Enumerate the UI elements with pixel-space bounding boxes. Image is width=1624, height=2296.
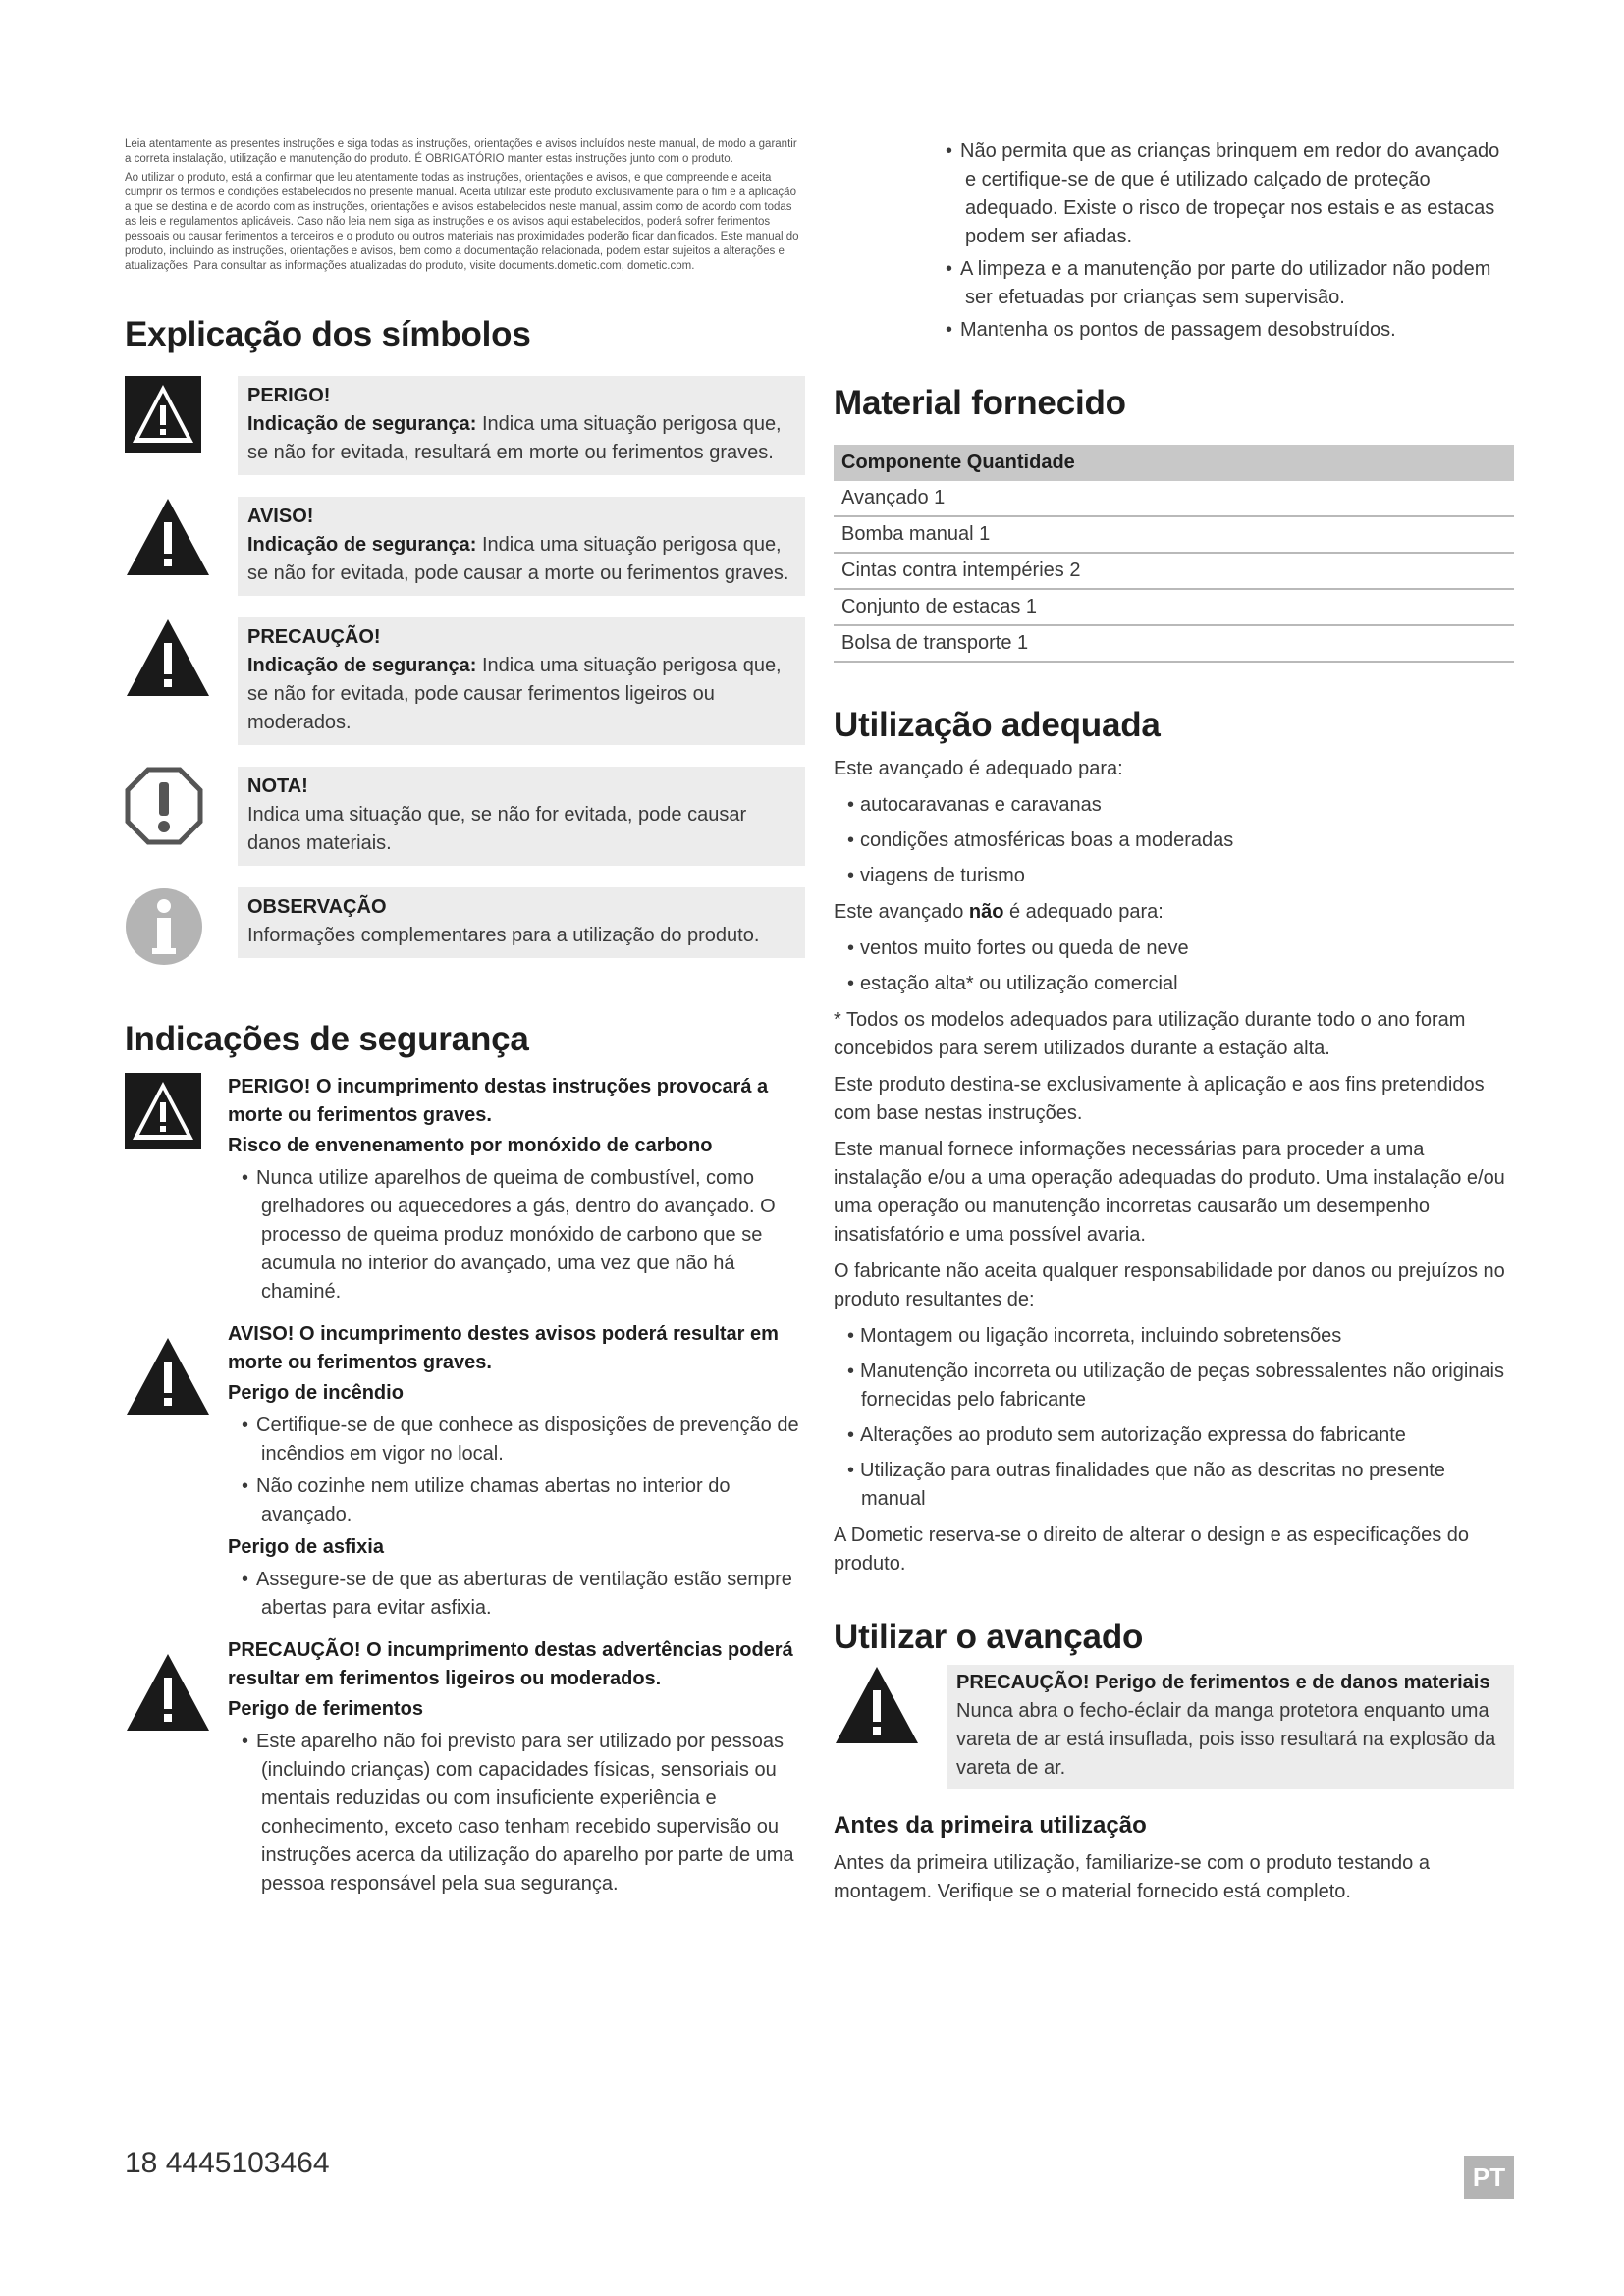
usage-paragraph-2: Este manual fornece informações necessárias para proceder a uma instalação e/ou a uma operação adequadas do produto. Uma instalação e/ou uma operação ou manutenção incorretas causarão um desempenho insatisfatório e uma possível avaria. (834, 1139, 1505, 1246)
intro-paragraph-1: Leia atentamente as presentes instruções e siga todas as instruções, orientações e avisos incluídos neste manual, de modo a garantir a correta instalação, utilização e manutenção do produto. É OBRIGATÓRIO manter estas instruções junto com o produto. (125, 138, 797, 165)
list-item: • estação alta* ou utilização comercial (834, 970, 1514, 998)
list-item: • A limpeza e a manutenção por parte do utilizador não podem ser efetuadas por crianças sem supervisão. (932, 255, 1514, 312)
symbol-note (125, 767, 805, 866)
language-badge: PT (1464, 2156, 1514, 2199)
safety-caution-body (228, 1636, 805, 1902)
symbol-danger-text (238, 376, 805, 475)
list-item: • Este aparelho não foi previsto para ser utilizado por pessoas (incluindo crianças) com capacidades físicas, sensoriais ou mentais reduzidas ou com insuficiente experiência e conhecimento, exceto caso tenham recebido supervisão ou instruções acerca da utilização do aparelho por parte de uma pessoa responsável pela sua segurança. (228, 1728, 805, 1898)
safety-danger-body (228, 1073, 805, 1310)
warning-triangle-icon (125, 497, 218, 590)
symbol-warning (125, 497, 805, 596)
safety-continued (932, 137, 1514, 345)
safety-fire-sub: Perigo de incêndio (228, 1382, 404, 1404)
usage-not-intro (834, 898, 1514, 927)
caution-desc: Indica uma situação perigosa que, se não for evitada, pode causar ferimentos ligeiros ou moderados. (247, 655, 782, 733)
symbols-heading: Explicação dos símbolos (125, 315, 531, 353)
table-row: Avançado 1 (834, 481, 1514, 516)
safety-asphyxia-sub: Perigo de asfixia (228, 1536, 384, 1558)
use-awning-caution (834, 1665, 1514, 1789)
usage-not-a: Este avançado (834, 901, 969, 923)
intro-text (125, 137, 805, 274)
table-row: Bolsa de transporte 1 (834, 625, 1514, 662)
symbol-info-text (238, 887, 805, 958)
usage-paragraph-1: Este produto destina-se exclusivamente à aplicação e aos fins pretendidos com base nestas instruções. (834, 1074, 1485, 1124)
info-desc: Informações complementares para a utilização do produto. (247, 925, 760, 946)
safety-warning-head: AVISO! O incumprimento destes avisos poderá resultar em morte ou ferimentos graves. (228, 1323, 779, 1373)
usage-not-list (834, 934, 1514, 998)
safety-asphyxia-list (228, 1566, 805, 1623)
usage-not-b: não (968, 901, 1004, 923)
safety-heading: Indicações de segurança (125, 1020, 529, 1058)
list-item: • condições atmosféricas boas a moderadas (834, 827, 1514, 855)
first-use-text: Antes da primeira utilização, familiarize-se com o produto testando a montagem. Verifique se o material fornecido está completo. (834, 1852, 1430, 1902)
danger-bold: Indicação de segurança: (247, 413, 477, 435)
intro-paragraph-2: Ao utilizar o produto, está a confirmar que leu atentamente todas as instruções, orientações e avisos, e que compreende e aceita cumprir os termos e condições estabelecidos no presente manual. Aceita utilizar este produto exclusivamente para o fim e a aplicação a que se destina e de acordo com as instruções, orientações e avisos estabelecidos neste manual, assim como de acordo com todas as leis e regulamentos aplicáveis. Caso não leia nem siga as instruções e os avisos aqui estabelecidos, poderá sofrer ferimentos pessoais ou causar ferimentos a terceiros e o produto ou outros materiais nas proximidades poderão ficar danificados. Este manual do produto, incluindo as instruções, orientações e avisos, bem como a documentação relacionada, podem estar sujeitos a alterações e atualizações. Para consultar as informações atualizadas do produto, visite documents.dometic.com, dometic.com. (125, 172, 799, 272)
usage-liability-list (834, 1322, 1514, 1514)
usage-suitable-intro: Este avançado é adequado para: (834, 758, 1123, 779)
warning-triangle-icon (125, 1320, 218, 1421)
list-item: • Mantenha os pontos de passagem desobstruídos. (932, 316, 1514, 345)
warning-desc: Indica uma situação perigosa que, se não for evitada, pode causar a morte ou ferimentos graves. (247, 534, 789, 584)
symbol-caution (125, 617, 805, 745)
symbol-danger (125, 376, 805, 475)
caution-triangle-icon (125, 1636, 218, 1737)
table-row: Conjunto de estacas 1 (834, 589, 1514, 625)
safety-warning (125, 1320, 805, 1627)
usage-paragraph-3: O fabricante não aceita qualquer responsabilidade por danos ou prejuízos no produto resultantes de: (834, 1260, 1505, 1310)
list-item: • Alterações ao produto sem autorização expressa do fabricante (834, 1421, 1514, 1450)
warning-bold: Indicação de segurança: (247, 534, 477, 556)
danger-label: PERIGO! (247, 385, 331, 406)
usage-paragraph-4: A Dometic reserva-se o direito de alterar o design e as especificações do produto. (834, 1524, 1470, 1575)
list-item: • Manutenção incorreta ou utilização de peças sobressalentes não originais fornecidas pelo fabricante (834, 1358, 1514, 1415)
safety-danger-list (228, 1164, 805, 1307)
safety-warning-body (228, 1320, 805, 1627)
table-row: Bomba manual 1 (834, 516, 1514, 553)
note-label: NOTA! (247, 775, 308, 797)
list-item: • Utilização para outras finalidades que não as descritas no presente manual (834, 1457, 1514, 1514)
list-item: • autocaravanas e caravanas (834, 791, 1514, 820)
danger-desc: Indica uma situação perigosa que, se não for evitada, resultará em morte ou ferimentos graves. (247, 413, 782, 463)
usage-footnote: * Todos os modelos adequados para utilização durante todo o ano foram concebidos para serem utilizados durante a estação alta. (834, 1009, 1466, 1059)
list-item: • Montagem ou ligação incorreta, incluindo sobretensões (834, 1322, 1514, 1351)
safety-injury-list (228, 1728, 805, 1898)
list-item: • Assegure-se de que as aberturas de ventilação estão sempre abertas para evitar asfixia. (228, 1566, 805, 1623)
usage-not-c: é adequado para: (1003, 901, 1164, 923)
symbol-note-text (238, 767, 805, 866)
list-item: • viagens de turismo (834, 862, 1514, 890)
safety-danger-head: PERIGO! O incumprimento destas instruções provocará a morte ou ferimentos graves. (228, 1076, 769, 1126)
caution-label: PRECAUÇÃO! (247, 626, 381, 648)
table-header: Componente Quantidade (834, 445, 1514, 481)
use-awning-caution-text (947, 1665, 1514, 1789)
usage-suitable-list (834, 791, 1514, 890)
use-awning-heading: Utilizar o avançado (834, 1618, 1144, 1656)
list-item: • Nunca utilize aparelhos de queima de combustível, como grelhadores ou aquecedores a gás, dentro do avançado. O processo de queima produz monóxido de carbono que se acumula no interior do avançado, uma vez que não há chaminé. (228, 1164, 805, 1307)
left-column (125, 137, 805, 1912)
danger-warning-icon (125, 1073, 218, 1154)
warning-label: AVISO! (247, 506, 314, 527)
table-row: Cintas contra intempéries 2 (834, 553, 1514, 589)
symbol-caution-text (238, 617, 805, 745)
list-item: • Certifique-se de que conhece as disposições de prevenção de incêndios em vigor no local. (228, 1412, 805, 1468)
safety-fire-list (228, 1412, 805, 1529)
info-icon (125, 887, 218, 981)
caution-bold: Indicação de segurança: (247, 655, 477, 676)
caution-triangle-icon (125, 617, 218, 711)
list-item: • Não permita que as crianças brinquem em redor do avançado e certifique-se de que é utilizado calçado de proteção adequado. Existe o risco de tropeçar nos estais e as estacas podem ser afiadas. (932, 137, 1514, 251)
right-column (834, 137, 1514, 1914)
safety-continued-list (932, 137, 1514, 345)
safety-injury-sub: Perigo de ferimentos (228, 1698, 423, 1720)
page-number: 18 4445103464 (125, 2147, 330, 2179)
material-table (834, 445, 1514, 663)
safety-danger (125, 1073, 805, 1310)
symbol-info (125, 887, 805, 981)
list-item: • Não cozinhe nem utilize chamas abertas no interior do avançado. (228, 1472, 805, 1529)
safety-danger-sub: Risco de envenenamento por monóxido de carbono (228, 1135, 713, 1156)
use-awning-caution-desc: Nunca abra o fecho-éclair da manga protetora enquanto uma vareta de ar está insuflada, pois isso resultará na explosão da vareta de ar. (956, 1700, 1496, 1779)
use-awning-caution-head: PRECAUÇÃO! Perigo de ferimentos e de danos materiais (956, 1672, 1490, 1693)
safety-caution-head: PRECAUÇÃO! O incumprimento destas advertências poderá resultar em ferimentos ligeiros ou moderados. (228, 1639, 793, 1689)
note-desc: Indica uma situação que, se não for evitada, pode causar danos materiais. (247, 804, 747, 854)
usage-heading: Utilização adequada (834, 706, 1161, 744)
first-use-heading: Antes da primeira utilização (834, 1812, 1147, 1839)
material-heading: Material fornecido (834, 384, 1126, 422)
info-label: OBSERVAÇÃO (247, 896, 387, 918)
notice-octagon-icon (125, 767, 218, 860)
safety-caution (125, 1636, 805, 1902)
danger-warning-icon (125, 376, 218, 469)
caution-triangle-icon (834, 1665, 927, 1750)
symbol-warning-text (238, 497, 805, 596)
list-item: • ventos muito fortes ou queda de neve (834, 934, 1514, 963)
